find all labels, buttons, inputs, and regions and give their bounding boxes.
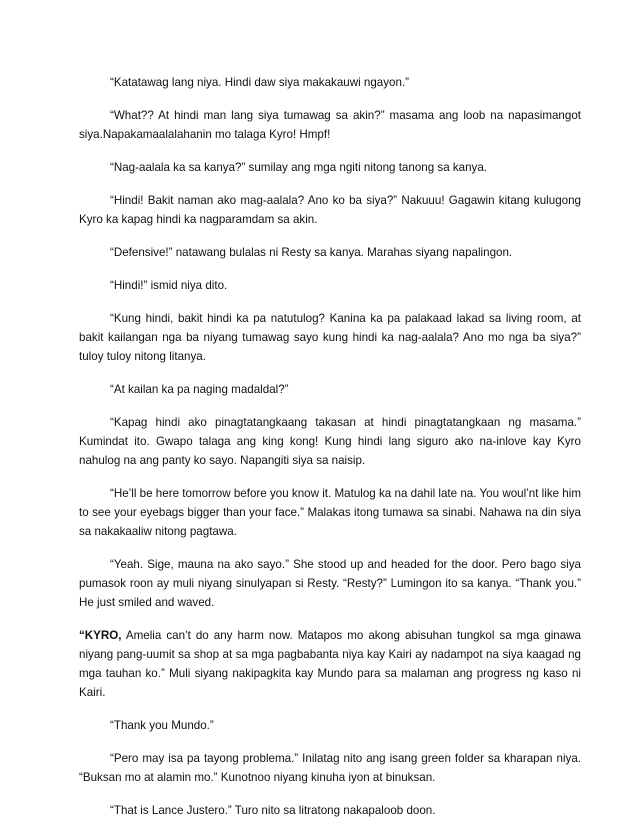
paragraph: “At kailan ka pa naging madaldal?” [110, 383, 289, 396]
paragraph: “Hindi!” ismid niya dito. [110, 279, 228, 292]
paragraph: “What?? At hindi man lang siya tumawag sa akin?” masama ang loob na napasimangot siya.Napakamaalalahanin mo talaga Kyro! Hmpf! [79, 109, 581, 141]
scene-break-paragraph [79, 626, 581, 702]
paragraph: “That is Lance Justero.” Turo nito sa litratong nakapaloob doon. [110, 804, 436, 817]
paragraph: “Pero may isa pa tayong problema.” Inilatag nito ang isang green folder sa kharapan niya. “Buksan mo at alamin mo.” Kunotnoo niyang kinuha iyon at binuksan. [79, 752, 581, 784]
paragraph: “Katatawag lang niya. Hindi daw siya makakauwi ngayon.” [110, 76, 410, 89]
scene-break-text: Amelia can’t do any harm now. Matapos mo akong abisuhan tungkol sa mga ginawa niyang pang-uumit sa shop at sa mga pagbabanta niya kay Kairi ay nadampot na siya kaagad ng mga tauhan ko.” Muli siyang nakipagkita kay Mundo para sa malaman ang progress ng kaso ni Kairi. [79, 629, 581, 699]
paragraph: “Yeah. Sige, mauna na ako sayo.” She stood up and headed for the door. Pero bago siya pumasok roon ay muli niyang sinulyapan si Resty. “Resty?” Lumingon ito sa kanya. “Thank you.” He just smiled and waved. [79, 558, 581, 609]
paragraph: “Hindi! Bakit naman ako mag-aalala? Ano ko ba siya?” Nakuuu! Gagawin kitang kulugong Kyro ka kapag hindi ka nagparamdam sa akin. [79, 194, 581, 226]
scene-break-lead: “KYRO, [79, 629, 122, 642]
paragraph: “Nag-aalala ka sa kanya?” sumilay ang mga ngiti nitong tanong sa kanya. [110, 161, 488, 174]
paragraph: “Defensive!” natawang bulalas ni Resty sa kanya. Marahas siyang napalingon. [110, 246, 513, 259]
paragraph: “Kung hindi, bakit hindi ka pa natutulog? Kanina ka pa palakaad lakad sa living room, at bakit kailangan nga ba niyang tumawag sayo kung hindi ka nag-aalala? Ano mo nga ba siya?” tuloy tuloy nitong litanya. [79, 312, 581, 363]
paragraph: “Thank you Mundo.” [110, 719, 214, 732]
paragraph: “Kapag hindi ako pinagtatangkaang takasan at hindi pinagtatangkaan ng masama.” Kumindat ito. Gwapo talaga ang king kong! Kung hindi lang siguro ako na-inlove kay Kyro nahulog na ang panty ko sayo. Napangiti siya sa naisip. [79, 416, 581, 467]
paragraph: “He’ll be here tomorrow before you know it. Matulog ka na dahil late na. You woul’nt like him to see your eyebags bigger than your face.” Malakas itong tumawa sa sinabi. Nahawa na din siya sa nakakaaliw nitong pagtawa. [79, 487, 581, 538]
